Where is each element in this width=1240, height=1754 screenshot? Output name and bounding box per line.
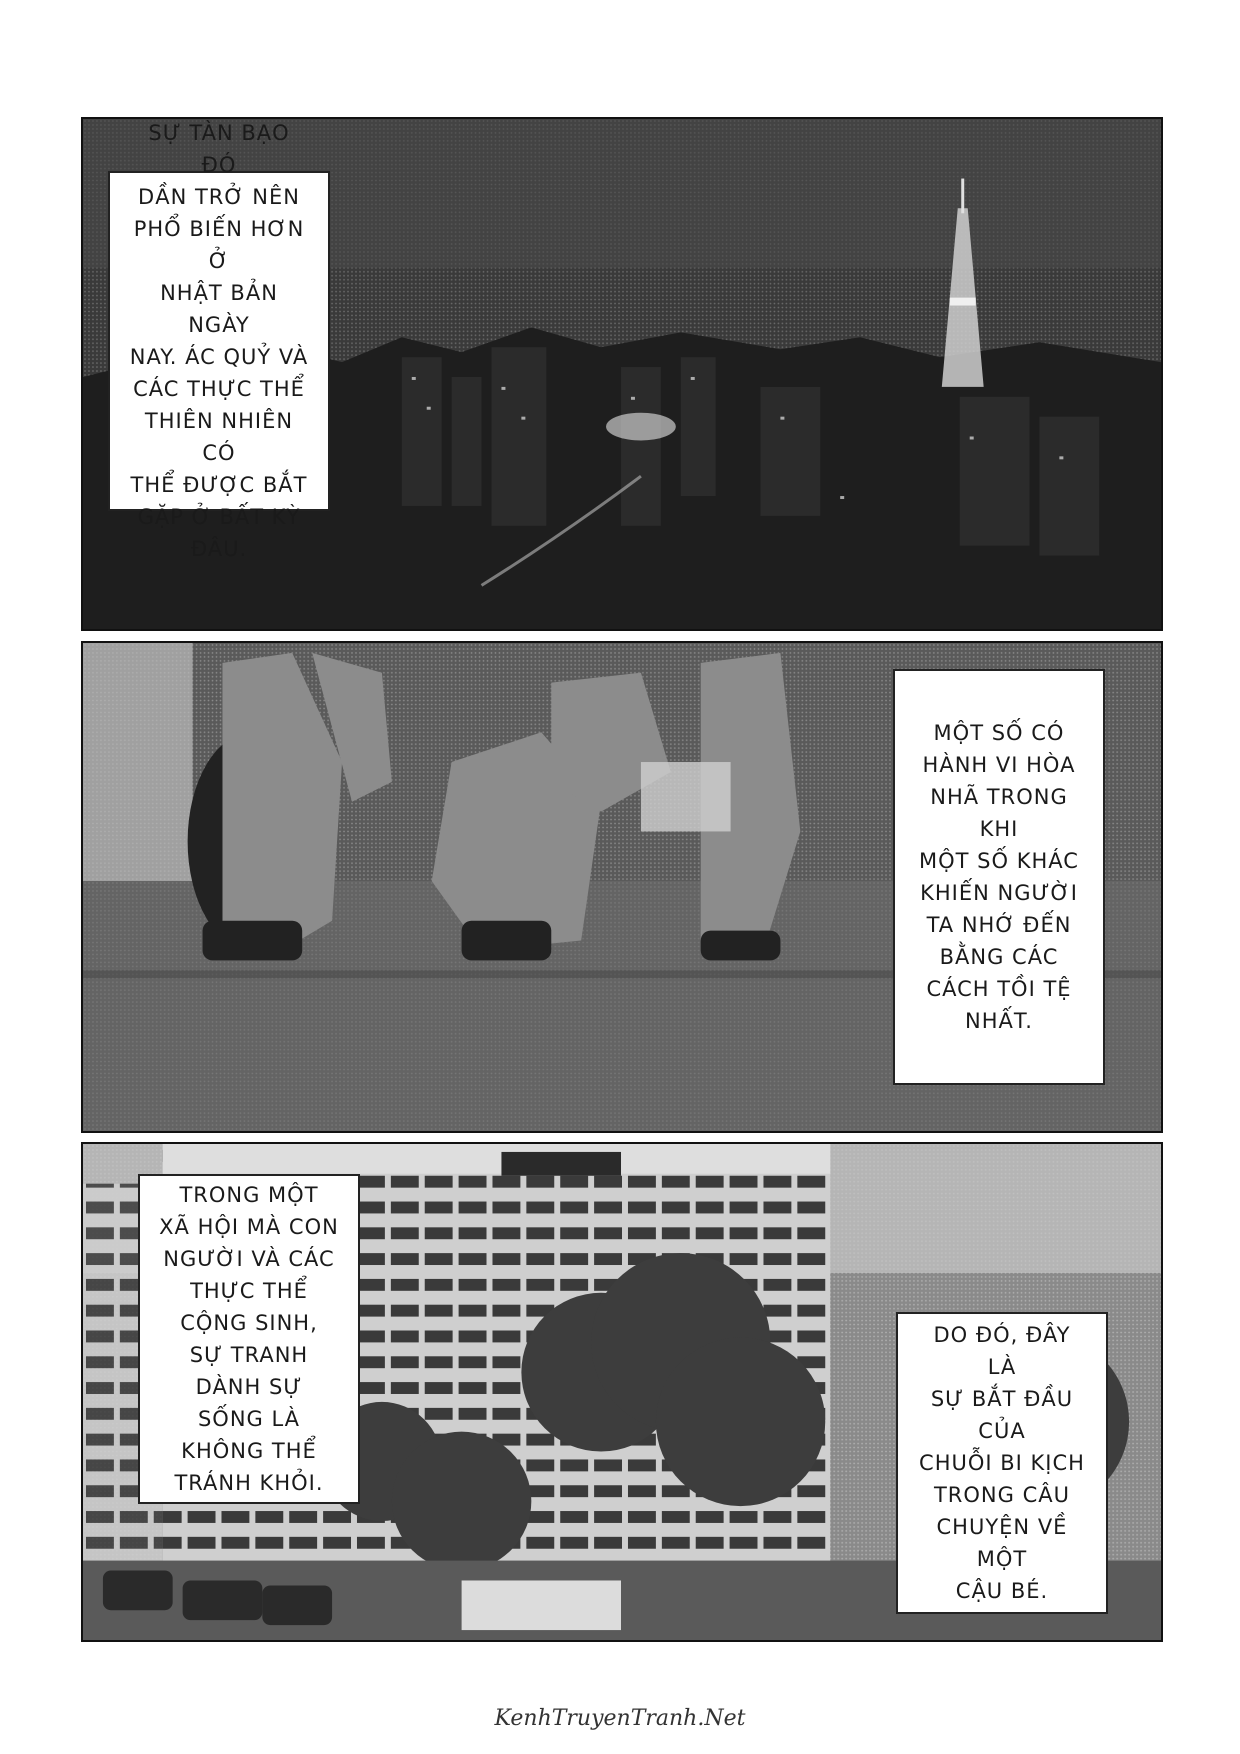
- caption-box: [108, 121, 330, 561]
- caption-text: TRONG MỘT XÃ HỘI MÀ CON NGƯỜI VÀ CÁC THỰC THỂ CỘNG SINH, SỰ TRANH DÀNH SỰ SỐNG LÀ KHÔNG THỂ TRÁNH KHỎI.: [159, 1183, 339, 1495]
- caption-text: MỘT SỐ CÓ HÀNH VI HÒA NHÃ TRONG KHI MỘT SỐ KHÁC KHIẾN NGƯỜI TA NHỚ ĐẾN BẰNG CÁC CÁCH TỒI TỆ NHẤT.: [919, 721, 1079, 1033]
- caption-box: [138, 1174, 360, 1504]
- panel-investigators: [81, 641, 1163, 1133]
- watermark-text: KenhTruyenTranh.Net: [494, 1706, 746, 1731]
- panel-hospital-building: [81, 1142, 1163, 1642]
- caption-box: [893, 669, 1105, 1085]
- caption-text: DO ĐÓ, ĐÂY LÀ SỰ BẮT ĐẦU CỦA CHUỖI BI KỊCH TRONG CÂU CHUYỆN VỀ MỘT CẬU BÉ.: [919, 1323, 1085, 1603]
- caption-box: [896, 1312, 1108, 1614]
- panel-night-city: [81, 117, 1163, 631]
- caption-text: SỰ TÀN BẠO ĐÓ DẦN TRỞ NÊN PHỔ BIẾN HƠN Ở NHẬT BẢN NGÀY NAY. ÁC QUỶ VÀ CÁC THỰC THỂ THIÊN NHIÊN CÓ THỂ ĐƯỢC BẮT GẶP Ở BẤT KỲ ĐÂU.: [129, 121, 309, 561]
